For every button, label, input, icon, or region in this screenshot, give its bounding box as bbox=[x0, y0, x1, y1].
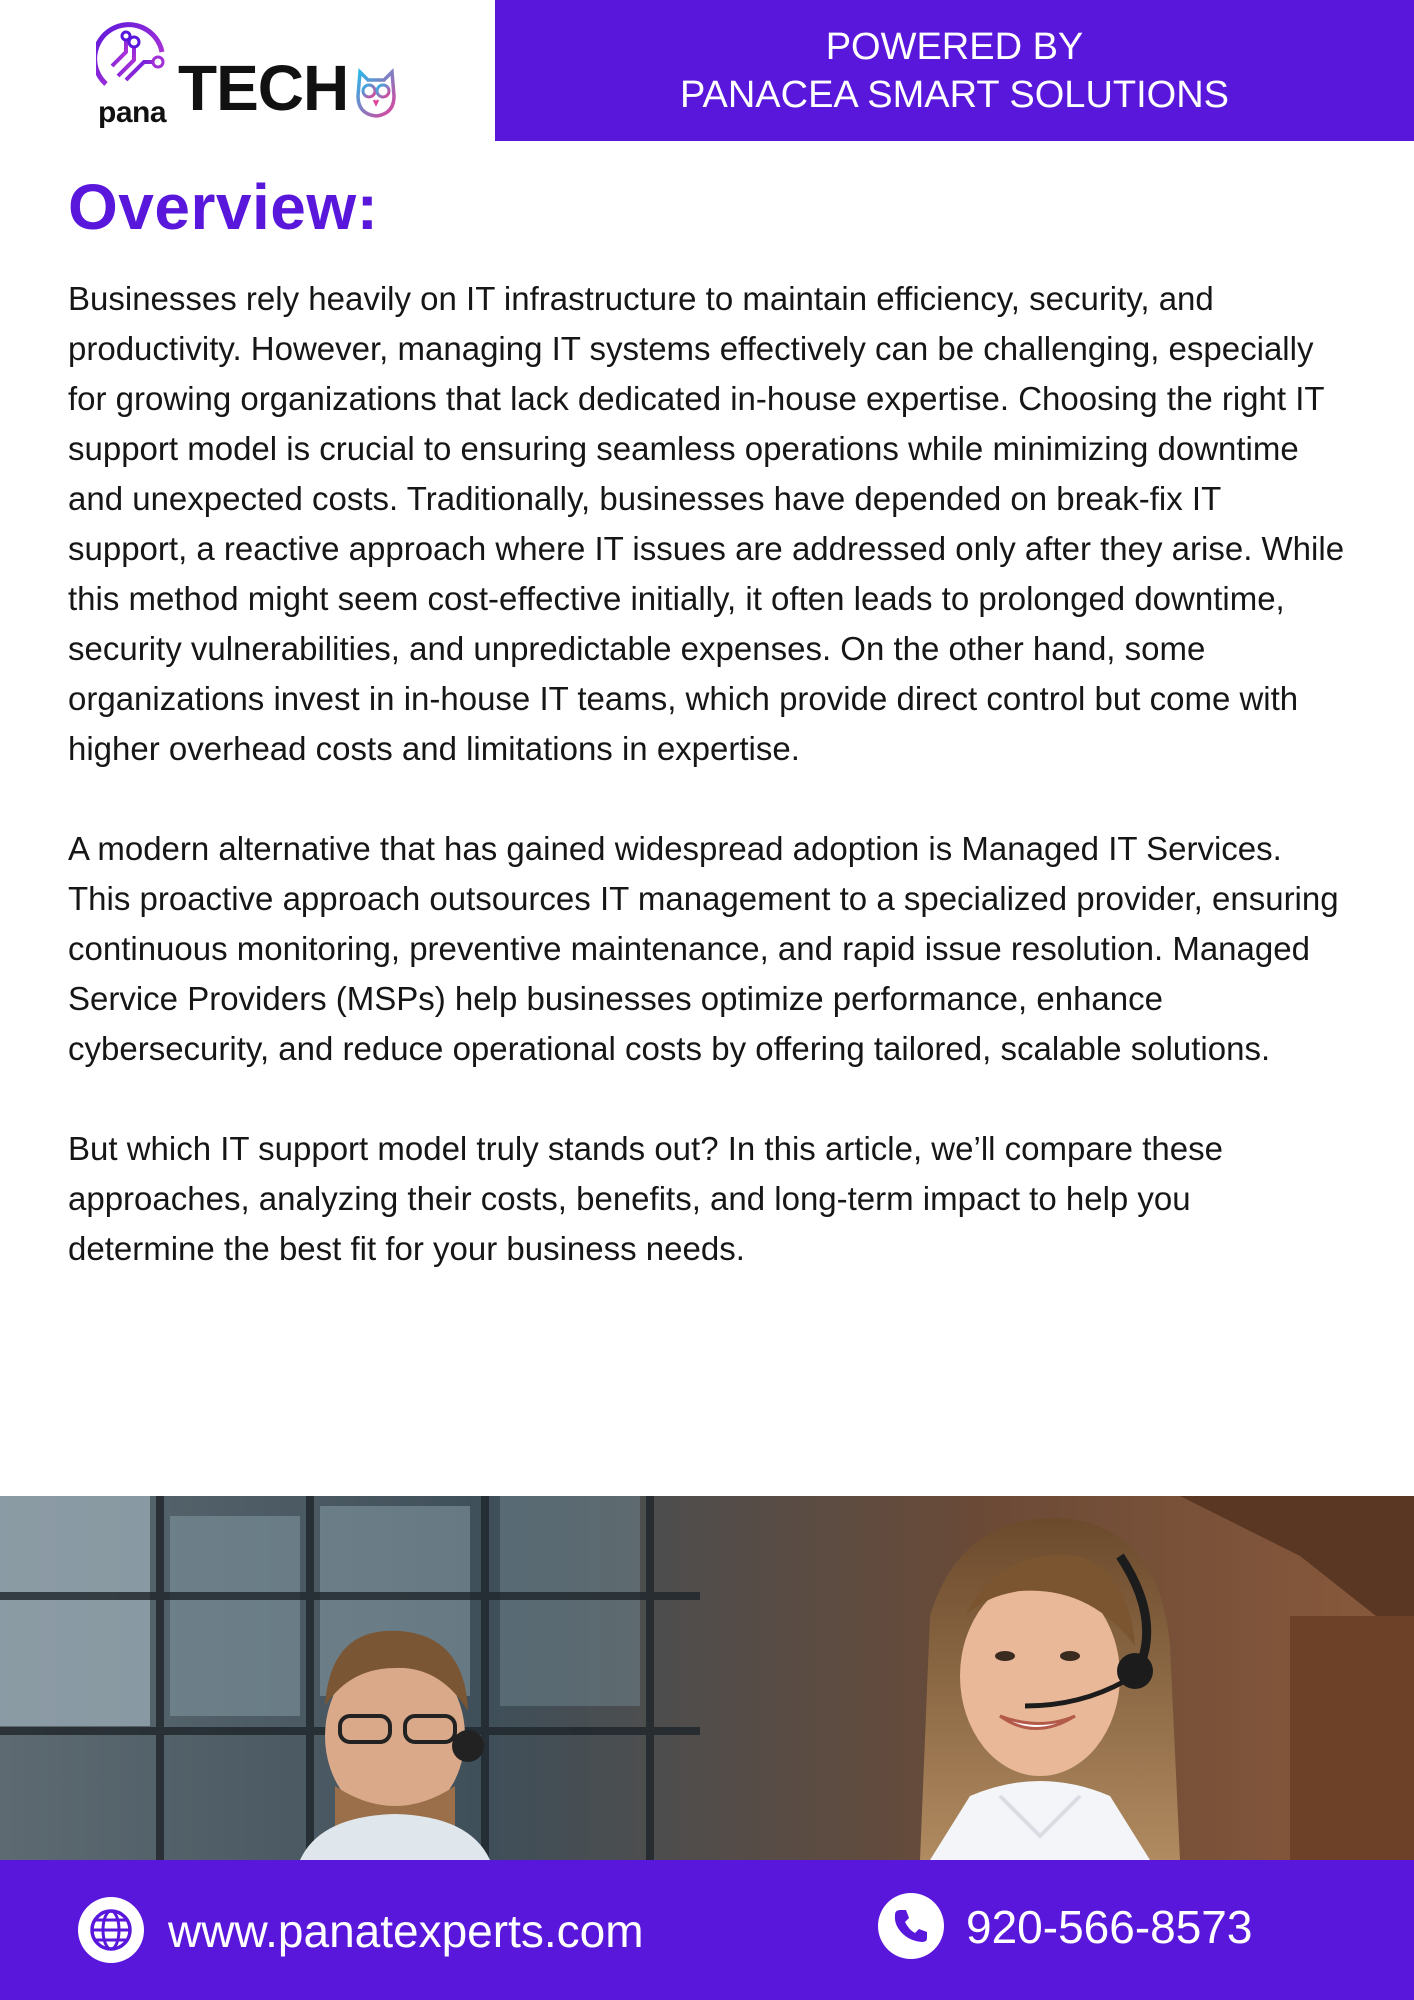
logo bbox=[96, 18, 416, 128]
contact-footer bbox=[0, 1860, 1414, 2000]
logo-prefix: pana bbox=[98, 96, 167, 129]
paragraph: A modern alternative that has gained widespread adoption is Managed IT Services. This proactive approach outsources IT management to a specialized provider, ensuring continuous monitoring, preventive maintenance, and rapid issue resolution. Managed Service Providers (MSPs) help businesses optimize performance, enhance cybersecurity, and reduce operational costs by offering tailored, scalable solutions. bbox=[68, 830, 1339, 1067]
owl-icon bbox=[354, 66, 398, 118]
globe-icon bbox=[78, 1897, 144, 1963]
company-name: PANACEA SMART SOLUTIONS bbox=[679, 73, 1230, 116]
powered-by-label: POWERED BY bbox=[825, 25, 1084, 68]
page-title: Overview: bbox=[68, 171, 379, 243]
article-body bbox=[68, 274, 1346, 1324]
phone-icon bbox=[878, 1893, 944, 1959]
website-link[interactable]: www.panatexperts.com bbox=[168, 1905, 644, 1957]
paragraph: But which IT support model truly stands out? In this article, we’ll compare these approaches, analyzing their costs, benefits, and long-term impact to help you determine the best fit for your business needs. bbox=[68, 1130, 1223, 1267]
logo-wordmark: TECH bbox=[178, 52, 349, 124]
paragraph: Businesses rely heavily on IT infrastructure to maintain efficiency, security, and productivity. However, managing IT systems effectively can be challenging, especially for growing organizations that lack dedicated in-house expertise. Choosing the right IT support model is crucial to ensuring seamless operations while minimizing downtime and unexpected costs. Traditionally, businesses have depended on break-fix IT support, a reactive approach where IT issues are addressed only after they arise. While this method might seem cost-effective initially, it often leads to prolonged downtime, security vulnerabilities, and unpredictable expenses. On the other hand, some organizations invest in in-house IT teams, which provide direct control but come with higher overhead costs and limitations in expertise. bbox=[68, 280, 1345, 767]
phone-number[interactable]: 920-566-8573 bbox=[966, 1901, 1253, 1953]
powered-by-banner bbox=[495, 0, 1414, 141]
circuit-brain-icon bbox=[96, 22, 174, 100]
support-team-photo bbox=[0, 1496, 1414, 1860]
